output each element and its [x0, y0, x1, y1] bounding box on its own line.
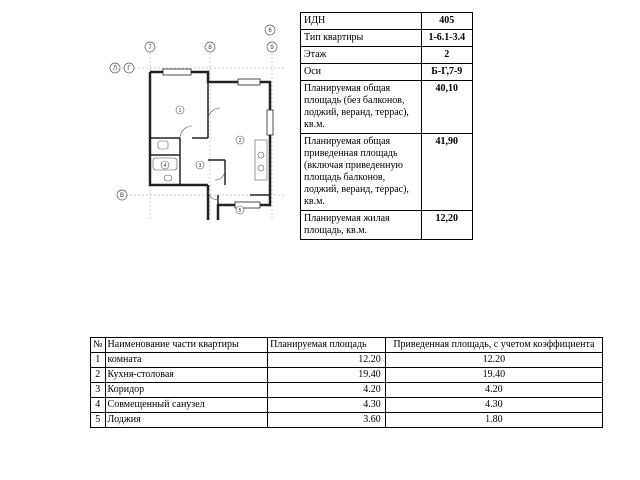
cell-number: 5 — [91, 413, 106, 428]
col-header-name: Наименование части квартиры — [105, 338, 268, 353]
cell-number: 3 — [91, 383, 106, 398]
table-row — [91, 398, 603, 413]
axis-label-9: 9 — [270, 45, 274, 51]
info-label: Планируемая общая площадь (без балконов, лоджий, веранд, террас), кв.м. — [301, 81, 422, 134]
cell-reduced-area: 4.30 — [385, 398, 602, 413]
cell-name: комната — [105, 353, 268, 368]
info-label: Планируемая общая приведенная площадь (включая приведенную площадь балконов, лоджий, веранд, террас), кв.м. — [301, 134, 422, 211]
cell-area: 3.60 — [268, 413, 386, 428]
info-label: Тип квартиры — [301, 30, 422, 47]
col-header-number: № — [91, 338, 106, 353]
info-value: 2 — [421, 47, 472, 64]
axis-label-l: Л — [113, 66, 117, 72]
cell-area: 12.20 — [268, 353, 386, 368]
info-row-idn — [301, 13, 473, 30]
info-row-total-area — [301, 81, 473, 134]
cell-reduced-area: 19.40 — [385, 368, 602, 383]
cell-name: Кухня-столовая — [105, 368, 268, 383]
info-label: Этаж — [301, 47, 422, 64]
info-label: Оси — [301, 64, 422, 81]
parts-header-row — [91, 338, 603, 353]
cell-reduced-area: 4.20 — [385, 383, 602, 398]
cell-number: 2 — [91, 368, 106, 383]
floor-plan-drawing — [100, 20, 300, 220]
info-value: 1-6.1-3.4 — [421, 30, 472, 47]
info-value: 40,10 — [421, 81, 472, 134]
cell-area: 4.20 — [268, 383, 386, 398]
table-row — [91, 368, 603, 383]
info-value: 41,90 — [421, 134, 472, 211]
floor-plan — [100, 20, 300, 220]
axis-label-8: 8 — [208, 45, 212, 51]
col-header-area: Планируемая площадь — [268, 338, 386, 353]
info-row-floor — [301, 47, 473, 64]
cell-number: 1 — [91, 353, 106, 368]
info-value: 405 — [421, 13, 472, 30]
info-value: 12,20 — [421, 211, 472, 240]
cell-name: Совмещенный санузел — [105, 398, 268, 413]
col-header-reduced-area: Приведенная площадь, с учетом коэффициента — [385, 338, 602, 353]
cell-number: 4 — [91, 398, 106, 413]
room-number-1: 1 — [178, 108, 182, 114]
info-row-reduced-area — [301, 134, 473, 211]
room-number-4: 4 — [163, 163, 167, 169]
axis-label-7: 7 — [148, 45, 152, 51]
cell-reduced-area: 1.80 — [385, 413, 602, 428]
axis-label-6: 6 — [268, 28, 272, 34]
info-row-type — [301, 30, 473, 47]
cell-name: Коридор — [105, 383, 268, 398]
axis-label-g: Г — [127, 66, 131, 72]
room-number-2: 2 — [238, 138, 242, 144]
apartment-info-table — [300, 12, 473, 240]
cell-reduced-area: 12.20 — [385, 353, 602, 368]
apartment-parts-table — [90, 337, 603, 428]
cell-area: 4.30 — [268, 398, 386, 413]
info-row-axes — [301, 64, 473, 81]
room-number-5: 5 — [238, 208, 242, 214]
table-row — [91, 353, 603, 368]
info-row-living-area — [301, 211, 473, 240]
info-label: ИДН — [301, 13, 422, 30]
info-label: Планируемая жилая площадь, кв.м. — [301, 211, 422, 240]
table-row — [91, 383, 603, 398]
axis-label-v: В — [119, 193, 125, 199]
info-value: Б-Г,7-9 — [421, 64, 472, 81]
cell-area: 19.40 — [268, 368, 386, 383]
room-number-3: 3 — [198, 163, 202, 169]
table-row — [91, 413, 603, 428]
cell-name: Лоджия — [105, 413, 268, 428]
